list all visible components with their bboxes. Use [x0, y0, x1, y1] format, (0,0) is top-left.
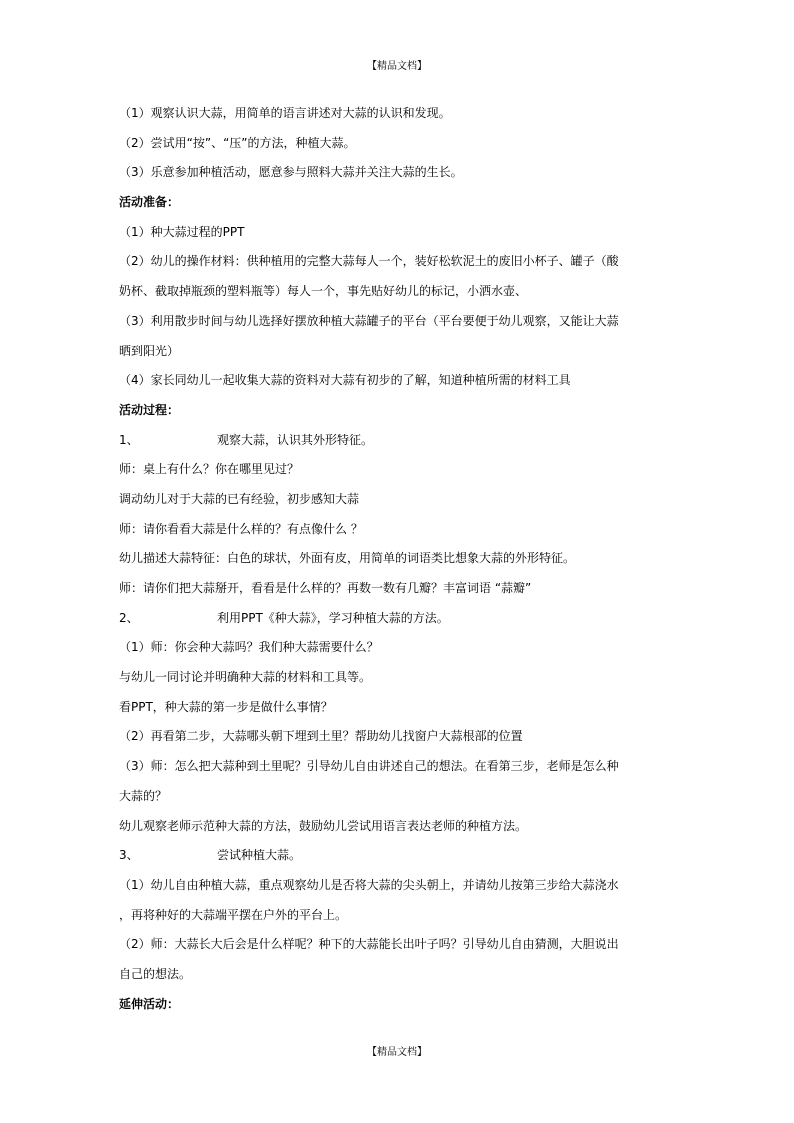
paragraph-line: 调动幼儿对于大蒜的已有经验，初步感知大蒜	[119, 491, 360, 506]
paragraph-line: 看PPT，种大蒜的第一步是做什么事情？	[119, 699, 333, 714]
paragraph-continuation: 晒到阳光）	[119, 343, 180, 358]
section-heading: 活动过程：	[119, 402, 180, 417]
paragraph-line: 幼儿描述大蒜特征：白色的球状，外面有皮，用简单的词语类比想象大蒜的外形特征。	[119, 551, 576, 566]
paragraph-line: （1）种大蒜过程的PPT	[119, 224, 245, 239]
numbered-step	[119, 433, 679, 447]
paragraph-line: 师：请你们把大蒜掰开，看看是什么样的？再数一数有几瓣？丰富词语 “蒜瓣”	[119, 581, 532, 595]
paragraph-line: 幼儿观察老师示范种大蒜的方法，鼓励幼儿尝试用语言表达老师的种植方法。	[119, 818, 528, 833]
paragraph	[119, 314, 679, 358]
paragraph-line: 与幼儿一同讨论并明确种大蒜的材料和工具等。	[119, 670, 372, 685]
paragraph-continuation: 奶杯、截取掉瓶颈的塑料瓶等）每人一个，事先贴好幼儿的标记，小洒水壶、	[119, 284, 528, 299]
paragraph-line: （4）家长同幼儿一起收集大蒜的资料对大蒜有初步的了解，知道种植所需的材料工具	[119, 373, 571, 388]
step-number: 2、	[119, 610, 139, 625]
paragraph	[119, 937, 679, 981]
step-text: 尝试种植大蒜。	[217, 848, 302, 863]
step-number: 3、	[119, 848, 139, 863]
paragraph-line: （2）师：大蒜长大后会是什么样呢？种下的大蒜能长出叶子吗？引导幼儿自由猜测，大胆说出	[119, 937, 619, 952]
paragraph-line: 师：请你看看大蒜是什么样的？有点像什么 ？	[119, 521, 363, 536]
paragraph-continuation: 大蒜的？	[119, 788, 168, 803]
document-body	[119, 106, 679, 1026]
paragraph-line: （3）利用散步时间与幼儿选择好摆放种植大蒜罐子的平台（平台要便于幼儿观察，又能让大蒜	[119, 313, 619, 328]
section-heading: 延伸活动：	[119, 996, 180, 1011]
paragraph-line: （2）再看第二步，大蒜哪头朝下埋到土里？帮助幼儿找窗户大蒜根部的位置	[119, 729, 523, 744]
paragraph-line: （3）乐意参加种植活动，愿意参与照料大蒜并关注大蒜的生长。	[119, 165, 463, 180]
paragraph	[119, 878, 679, 922]
paragraph-line: （3）师：怎么把大蒜种到土里呢？引导幼儿自由讲述自己的想法。在看第三步，老师是怎么种	[119, 759, 619, 774]
page-footer: 【精品文档】	[367, 1047, 427, 1058]
numbered-step	[119, 848, 679, 862]
numbered-step	[119, 611, 679, 625]
page-header: 【精品文档】	[367, 61, 427, 72]
section-heading: 活动准备：	[119, 195, 180, 210]
paragraph-line: （2）幼儿的操作材料：供种植用的完整大蒜每人一个，装好松软泥土的废旧小杯子、罐子（酸	[119, 254, 619, 269]
paragraph-continuation: 自己的想法。	[119, 966, 192, 981]
paragraph-line: （2）尝试用“按”、“压”的方法，种植大蒜。	[119, 135, 356, 150]
step-text: 利用PPT《种大蒜》，学习种植大蒜的方法。	[217, 610, 449, 625]
step-number: 1、	[119, 432, 139, 447]
paragraph-line: （1）师：你会种大蒜吗？我们种大蒜需要什么？	[119, 640, 379, 655]
paragraph	[119, 759, 679, 803]
step-text: 观察大蒜，认识其外形特征。	[217, 432, 374, 447]
paragraph-line: 师：桌上有什么？你在哪里见过？	[119, 462, 300, 477]
paragraph-line: （1）幼儿自由种植大蒜，重点观察幼儿是否将大蒜的尖头朝上，并请幼儿按第三步给大蒜浇水	[119, 877, 619, 892]
paragraph-line: （1）观察认识大蒜，用简单的语言讲述对大蒜的认识和发现。	[119, 106, 451, 120]
paragraph	[119, 254, 679, 298]
paragraph-continuation: ，再将种好的大蒜端平摆在户外的平台上。	[119, 907, 348, 922]
